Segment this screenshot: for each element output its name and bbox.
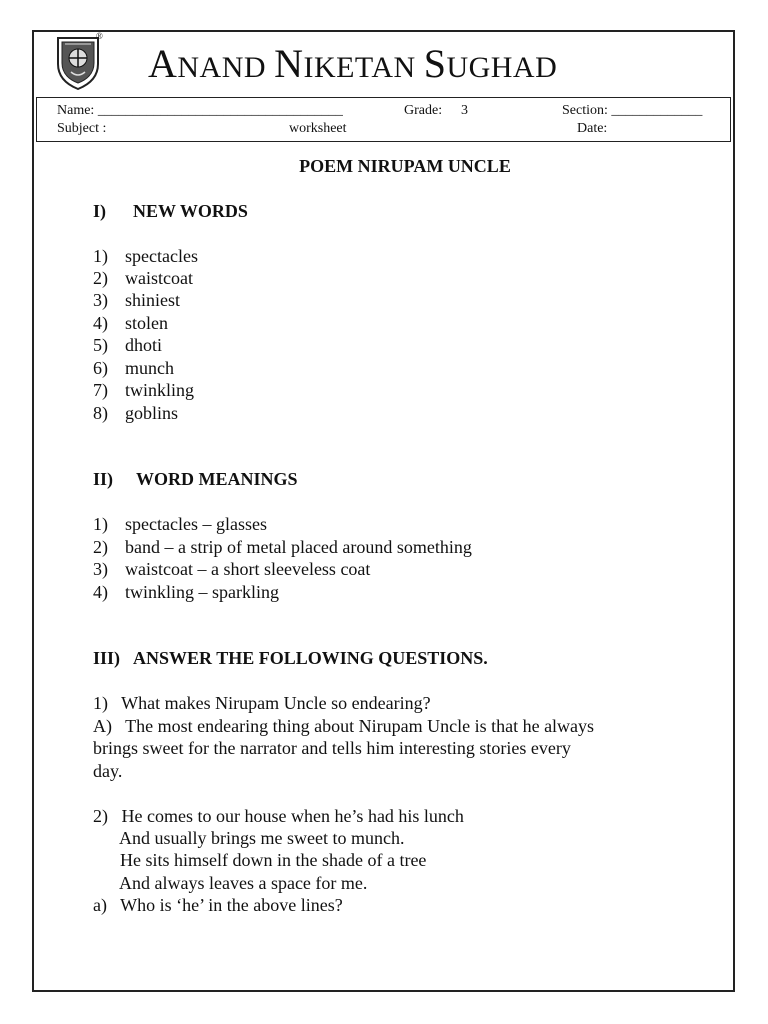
- list-item: 1) spectacles: [93, 246, 198, 266]
- list-item: 3) waistcoat – a short sleeveless coat: [93, 559, 371, 579]
- section-2-title: WORD MEANINGS: [136, 469, 298, 489]
- grade-value: 3: [461, 103, 468, 118]
- worksheet-title: POEM NIRUPAM UNCLE: [299, 156, 511, 176]
- grade-label: Grade:: [404, 103, 443, 118]
- name-field[interactable]: Name: ___________________________________: [57, 103, 343, 118]
- poem-line: He sits himself down in the shade of a tree: [93, 850, 427, 870]
- subject-value: worksheet: [289, 121, 347, 136]
- section-3-number: III): [93, 648, 121, 668]
- school-name-word-1: ANAND: [148, 41, 275, 86]
- subject-label: Subject :: [57, 121, 107, 136]
- registered-mark: ®: [96, 31, 103, 41]
- section-1-heading: [93, 201, 248, 222]
- section-field[interactable]: Section: _____________: [562, 103, 703, 118]
- school-name-word-2: NIKETAN: [274, 41, 424, 86]
- date-field[interactable]: Date:: [577, 121, 608, 136]
- question-2a: a) Who is ‘he’ in the above lines?: [93, 895, 343, 915]
- poem-line: And usually brings me sweet to munch.: [93, 828, 405, 848]
- school-crest-icon: [55, 34, 101, 90]
- section-1-number: I): [93, 201, 106, 221]
- answer-1-line: day.: [93, 761, 123, 781]
- section-2-number: II): [93, 469, 114, 489]
- section-2-heading: [93, 469, 298, 490]
- answer-1-line: brings sweet for the narrator and tells him interesting stories every: [93, 738, 571, 758]
- list-item: 2) band – a strip of metal placed around something: [93, 537, 472, 557]
- answer-1-line: A) The most endearing thing about Nirupam Uncle is that he always: [93, 716, 595, 736]
- list-item: 2) waistcoat: [93, 268, 193, 288]
- poem-line: 2) He comes to our house when he’s had his lunch: [93, 806, 464, 826]
- school-name: [148, 40, 557, 92]
- list-item: 8) goblins: [93, 403, 179, 423]
- list-item: 7) twinkling: [93, 380, 195, 400]
- section-3-title: ANSWER THE FOLLOWING QUESTIONS.: [133, 648, 488, 668]
- poem-line: And always leaves a space for me.: [93, 873, 368, 893]
- section-3-heading: [93, 648, 488, 669]
- student-info-box: [36, 97, 731, 142]
- school-name-word-3: SUGHAD: [423, 41, 558, 86]
- list-item: 6) munch: [93, 358, 174, 378]
- list-item: 1) spectacles – glasses: [93, 514, 267, 534]
- list-item: 4) twinkling – sparkling: [93, 582, 279, 602]
- list-item: 5) dhoti: [93, 335, 163, 355]
- list-item: 3) shiniest: [93, 290, 181, 310]
- list-item: 4) stolen: [93, 313, 168, 333]
- section-1-title: NEW WORDS: [133, 201, 248, 221]
- question-1: 1) What makes Nirupam Uncle so endearing?: [93, 693, 431, 713]
